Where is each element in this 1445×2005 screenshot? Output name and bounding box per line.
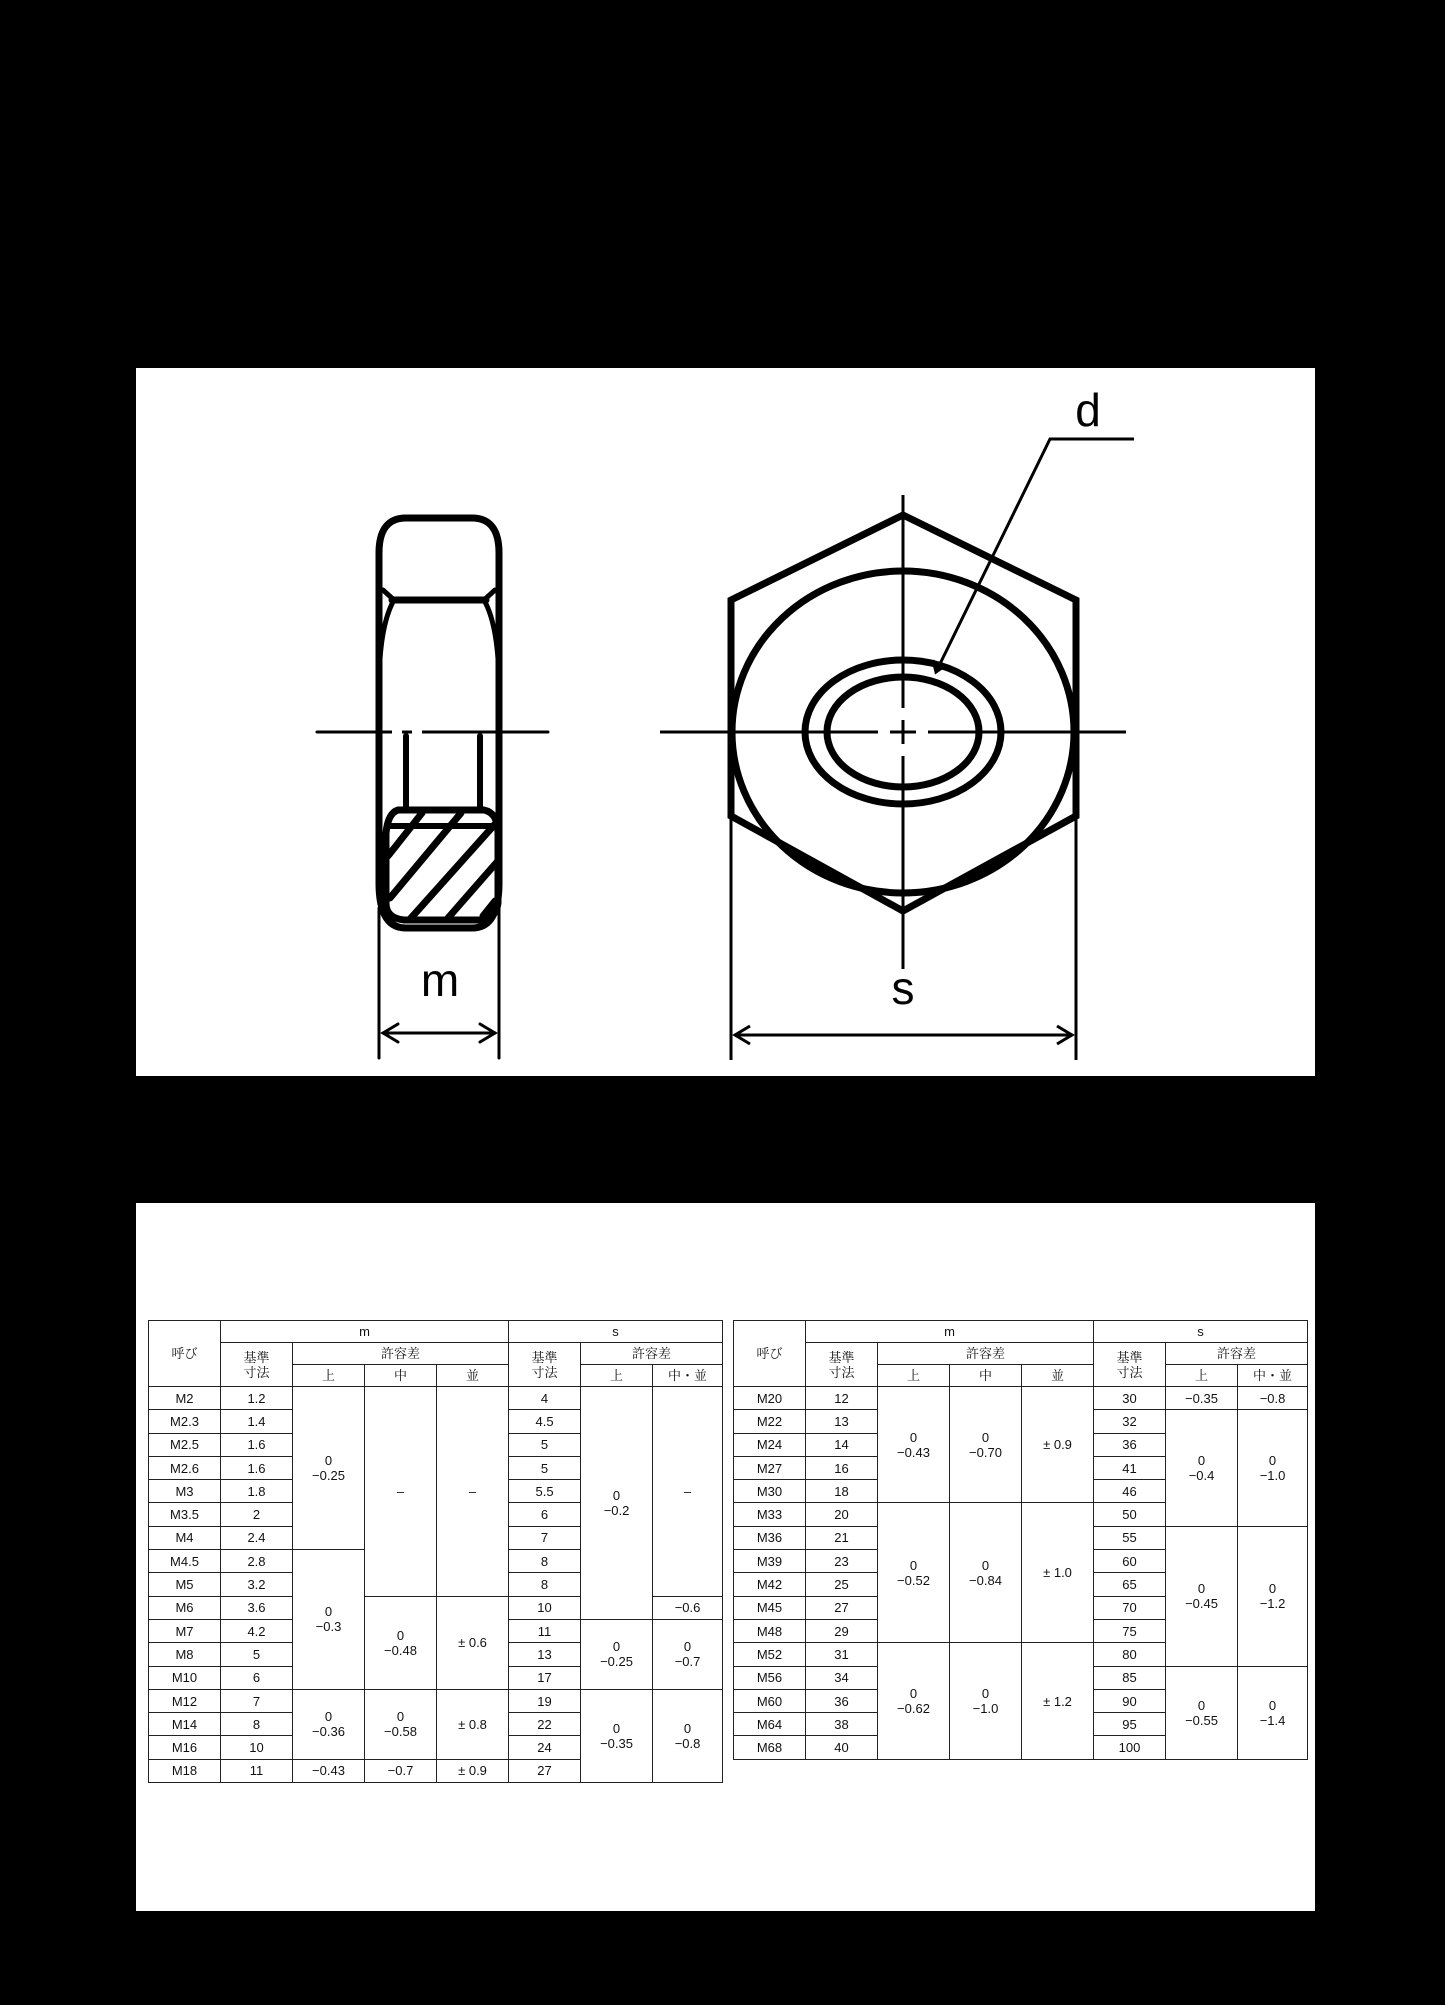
tol-cell: 0 −0.52 [878,1503,950,1643]
table-row: M10 6 17 [149,1666,723,1689]
tol-cell: 0 −0.2 [581,1387,653,1620]
table-row: M56 34 85 0 −0.55 0 −1.4 [734,1666,1308,1689]
table-row: M45 27 70 [734,1596,1308,1619]
header-s: s [1094,1321,1308,1343]
drawing-panel [136,368,1315,1076]
table-row: M16 10 24 [149,1736,723,1759]
nut-dimension-table-small [148,1320,723,1783]
table-row: M3 1.8 5.5 [149,1480,723,1503]
tol-cell: ± 0.6 [437,1596,509,1689]
table-row: M2.5 1.6 5 [149,1433,723,1456]
header-m-common: 並 [437,1365,509,1387]
table-row: M64 38 95 [734,1713,1308,1736]
table-row: M22 13 32 0 −0.4 0 −1.0 [734,1410,1308,1433]
header-m: m [221,1321,509,1343]
table-row: M52 31 0 −0.62 0 −1.0 ± 1.2 80 [734,1643,1308,1666]
hex-nut-drawing [136,368,1315,1076]
table-row: M2.3 1.4 4.5 [149,1410,723,1433]
tol-cell: – [365,1387,437,1597]
tol-cell: 0 −0.25 [581,1619,653,1689]
table-row: M24 14 36 [734,1433,1308,1456]
tol-cell: 0 −1.4 [1238,1666,1308,1759]
tol-cell: 0 −0.58 [365,1689,437,1759]
tol-cell: 0 −0.43 [878,1387,950,1503]
side-dim-label: m [420,954,460,1006]
table-row: M60 36 90 [734,1689,1308,1712]
tol-cell: −0.43 [293,1759,365,1782]
tol-cell: 0 −0.55 [1166,1666,1238,1759]
header-s-basic: 基準 寸法 [509,1343,581,1387]
table-row: M12 7 0 −0.36 0 −0.58 ± 0.8 19 0 −0.35 0 −0.8 [149,1689,723,1712]
header-s-upper: 上 [581,1365,653,1387]
tol-cell: ± 0.9 [437,1759,509,1782]
tol-cell: −0.8 [1238,1387,1308,1410]
header-s-middle-common: 中・並 [1238,1365,1308,1387]
tol-cell: 0 −0.25 [293,1387,365,1550]
tol-cell: 0 −1.0 [950,1643,1022,1759]
table-row: M8 5 13 [149,1643,723,1666]
tol-cell: 0 −0.4 [1166,1410,1238,1526]
table-row: M5 3.2 8 [149,1573,723,1596]
table-row: M30 18 46 [734,1480,1308,1503]
table-row: M14 8 22 [149,1713,723,1736]
tol-cell: −0.7 [365,1759,437,1782]
header-s-tolerance: 許容差 [581,1343,723,1365]
front-dim-label: s [891,962,915,1014]
table-row: M7 4.2 11 0 −0.25 0 −0.7 [149,1619,723,1642]
table-row: M18 11 −0.43 −0.7 ± 0.9 27 [149,1759,723,1782]
tol-cell: 0 −0.7 [653,1619,723,1689]
header-m-common: 並 [1022,1365,1094,1387]
table-row: M68 40 100 [734,1736,1308,1759]
table-row: M2.6 1.6 5 [149,1456,723,1479]
tol-cell: ± 1.0 [1022,1503,1094,1643]
header-s-upper: 上 [1166,1365,1238,1387]
tol-cell: 0 −1.2 [1238,1526,1308,1666]
table-row: M20 12 0 −0.43 0 −0.70 ± 0.9 30 −0.35 −0.8 [734,1387,1308,1410]
tol-cell: 0 −0.45 [1166,1526,1238,1666]
header-m-upper: 上 [878,1365,950,1387]
tol-cell: ± 1.2 [1022,1643,1094,1759]
table-panel [136,1203,1315,1911]
tol-cell: – [437,1387,509,1597]
header-m-basic: 基準 寸法 [806,1343,878,1387]
tol-cell: 0 −0.62 [878,1643,950,1759]
header-m-middle: 中 [365,1365,437,1387]
header-nominal: 呼び [149,1321,221,1387]
tol-cell: −0.6 [653,1596,723,1619]
table-row: M39 23 60 [734,1550,1308,1573]
table-row: M48 29 75 [734,1619,1308,1642]
table-row: M3.5 2 6 [149,1503,723,1526]
header-m-upper: 上 [293,1365,365,1387]
header-s-tolerance: 許容差 [1166,1343,1308,1365]
tol-cell: 0 −0.35 [581,1689,653,1782]
bore-label: d [1075,384,1101,436]
tol-cell: 0 −0.8 [653,1689,723,1782]
tol-cell: 0 −0.36 [293,1689,365,1759]
table-row: M2 1.2 0 −0.25 – – 4 0 −0.2 – [149,1387,723,1410]
header-s: s [509,1321,723,1343]
header-m: m [806,1321,1094,1343]
table-row: M4.5 2.8 0 −0.3 8 [149,1550,723,1573]
table-row: M42 25 65 [734,1573,1308,1596]
tol-cell: 0 −1.0 [1238,1410,1308,1526]
table-row: M36 21 55 0 −0.45 0 −1.2 [734,1526,1308,1549]
tol-cell: 0 −0.48 [365,1596,437,1689]
header-s-middle-common: 中・並 [653,1365,723,1387]
tol-cell: – [653,1387,723,1597]
table-row: M33 20 0 −0.52 0 −0.84 ± 1.0 50 [734,1503,1308,1526]
header-m-middle: 中 [950,1365,1022,1387]
header-s-basic: 基準 寸法 [1094,1343,1166,1387]
nut-dimension-table-large [733,1320,1308,1760]
header-m-tolerance: 許容差 [293,1343,509,1365]
tol-cell: 0 −0.3 [293,1550,365,1690]
tol-cell: 0 −0.84 [950,1503,1022,1643]
table-row: M6 3.6 0 −0.48 ± 0.6 10 −0.6 [149,1596,723,1619]
tol-cell: 0 −0.70 [950,1387,1022,1503]
header-nominal: 呼び [734,1321,806,1387]
header-m-tolerance: 許容差 [878,1343,1094,1365]
table-row: M27 16 41 [734,1456,1308,1479]
tol-cell: ± 0.9 [1022,1387,1094,1503]
tol-cell: −0.35 [1166,1387,1238,1410]
table-row: M4 2.4 7 [149,1526,723,1549]
header-m-basic: 基準 寸法 [221,1343,293,1387]
tol-cell: ± 0.8 [437,1689,509,1759]
